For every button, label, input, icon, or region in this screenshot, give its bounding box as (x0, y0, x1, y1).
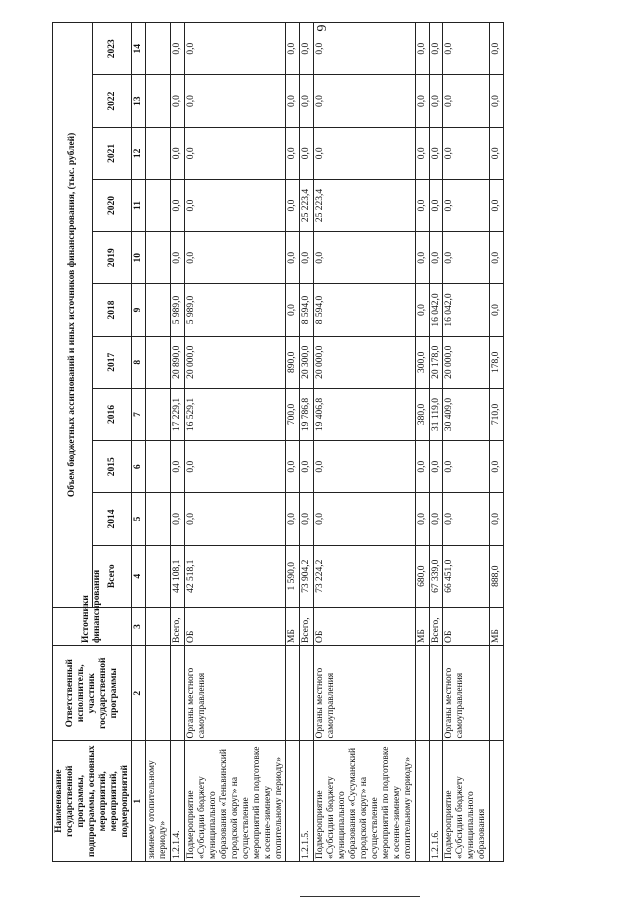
row-name: 1.2.1.6. (429, 741, 443, 862)
row-value: 0,0 (286, 493, 300, 545)
row-value: 710,0 (490, 388, 504, 440)
row-value: 20 890,0 (171, 336, 185, 388)
header-year: 2020 (92, 179, 132, 231)
row-source: ОБ (443, 607, 490, 645)
row-source: МБ (286, 607, 300, 645)
header-col-number: 13 (132, 75, 146, 127)
header-col-number: 7 (132, 388, 146, 440)
row-source: Всего, (429, 607, 443, 645)
row-value: 0,0 (490, 179, 504, 231)
row-value (146, 75, 171, 127)
table-row (185, 23, 286, 862)
row-value: 380,0 (415, 388, 429, 440)
header-funding-title: Объем бюджетных ассигнований и иных источников финансирования, (тыс. рублей) (53, 23, 93, 608)
row-value: 888,0 (490, 545, 504, 607)
table-body (146, 23, 504, 862)
row-source: ОБ (185, 607, 286, 645)
row-value: 0,0 (415, 441, 429, 493)
table-row (286, 23, 300, 862)
row-source: МБ (415, 607, 429, 645)
header-col-number: 10 (132, 232, 146, 284)
header-year: 2015 (92, 441, 132, 493)
row-value: 0,0 (171, 493, 185, 545)
row-value: 17 229,1 (171, 388, 185, 440)
row-value: 8 594,0 (314, 284, 415, 336)
row-value: 890,0 (286, 336, 300, 388)
row-value (146, 336, 171, 388)
row-value: 0,0 (314, 75, 415, 127)
row-value: 0,0 (286, 284, 300, 336)
row-value: 0,0 (314, 23, 415, 75)
row-value: 25 223,4 (300, 179, 314, 231)
header-year: 2021 (92, 127, 132, 179)
row-name: Подмероприятие «Субсидии бюджету муниципального образования «Теньвинский городской округ» на осуществление мероприятий по подготовке к осенне-зимнему отопительному периоду» (185, 741, 286, 862)
row-value: 0,0 (415, 232, 429, 284)
row-executor (171, 646, 185, 741)
row-value: 0,0 (443, 493, 490, 545)
row-value: 700,0 (286, 388, 300, 440)
funding-table (52, 22, 504, 862)
header-year: 2019 (92, 232, 132, 284)
row-value: 0,0 (429, 23, 443, 75)
table-row (429, 23, 443, 862)
table-row (314, 23, 415, 862)
row-value (146, 493, 171, 545)
row-value: 0,0 (185, 179, 286, 231)
header-col-number: 6 (132, 441, 146, 493)
row-value: 31 119,0 (429, 388, 443, 440)
row-source: Всего, (171, 607, 185, 645)
row-value: 0,0 (314, 127, 415, 179)
row-value: 5 989,0 (171, 284, 185, 336)
table-row (171, 23, 185, 862)
row-value: 0,0 (171, 232, 185, 284)
row-value (146, 127, 171, 179)
row-value (146, 284, 171, 336)
row-value: 8 594,0 (300, 284, 314, 336)
table-row (415, 23, 429, 862)
row-value: 0,0 (490, 127, 504, 179)
row-value: 0,0 (415, 23, 429, 75)
row-value: 0,0 (429, 75, 443, 127)
row-value: 0,0 (286, 441, 300, 493)
row-name (286, 741, 300, 862)
row-executor (490, 646, 504, 741)
row-source: ОБ (314, 607, 415, 645)
rotated-table-wrapper (52, 22, 587, 862)
header-executor: Ответственный исполнитель, участник государственной программы (53, 646, 132, 741)
row-value: 0,0 (490, 23, 504, 75)
row-value: 20 000,0 (314, 336, 415, 388)
header-col-number: 14 (132, 23, 146, 75)
header-year: 2014 (92, 493, 132, 545)
row-value: 0,0 (429, 127, 443, 179)
row-name: Подмероприятие «Субсидии бюджету муниципального образования (443, 741, 490, 862)
row-value: 0,0 (286, 23, 300, 75)
row-value: 0,0 (185, 232, 286, 284)
row-value: 0,0 (429, 179, 443, 231)
row-source (146, 607, 171, 645)
header-col-number: 3 (132, 607, 146, 645)
header-year: 2016 (92, 388, 132, 440)
table-row (300, 23, 314, 862)
row-executor (286, 646, 300, 741)
row-value: 44 108,1 (171, 545, 185, 607)
row-name: 1.2.1.4. (171, 741, 185, 862)
table-row (443, 23, 490, 862)
row-value: 0,0 (490, 75, 504, 127)
row-value: 0,0 (185, 441, 286, 493)
row-value: 0,0 (300, 75, 314, 127)
row-value: 0,0 (314, 493, 415, 545)
header-year: 2017 (92, 336, 132, 388)
row-value: 0,0 (443, 127, 490, 179)
row-value: 0,0 (443, 23, 490, 75)
row-value: 0,0 (171, 179, 185, 231)
row-value: 73 904,2 (300, 545, 314, 607)
row-value: 0,0 (415, 493, 429, 545)
row-value: 0,0 (443, 179, 490, 231)
row-value: 0,0 (300, 441, 314, 493)
header-col-number: 8 (132, 336, 146, 388)
row-value: 0,0 (300, 23, 314, 75)
row-value: 0,0 (171, 441, 185, 493)
row-value: 0,0 (443, 75, 490, 127)
header-year: 2023 (92, 23, 132, 75)
row-value: 300,0 (415, 336, 429, 388)
row-name (415, 741, 429, 862)
row-value: 0,0 (415, 75, 429, 127)
row-name: Подмероприятие «Субсидии бюджету муниципального образования «Сусуманский городской округ» на осуществление мероприятий по подготовке к осенне-зимнему отопительному периоду» (314, 741, 415, 862)
row-value: 0,0 (300, 493, 314, 545)
row-value (146, 545, 171, 607)
row-value (146, 23, 171, 75)
row-value: 19 406,8 (314, 388, 415, 440)
row-value: 178,0 (490, 336, 504, 388)
row-value (146, 441, 171, 493)
row-executor (415, 646, 429, 741)
header-col-number: 2 (132, 646, 146, 741)
row-value: 42 518,1 (185, 545, 286, 607)
row-value: 67 339,0 (429, 545, 443, 607)
header-col-number: 11 (132, 179, 146, 231)
row-source: Всего, (300, 607, 314, 645)
table-row (146, 23, 171, 862)
row-value: 0,0 (171, 127, 185, 179)
row-value: 16 042,0 (429, 284, 443, 336)
header-col-number: 4 (132, 545, 146, 607)
row-value: 0,0 (286, 179, 300, 231)
row-executor: Органы местного самоуправления (314, 646, 415, 741)
row-name: зимнему отопительному периоду» (146, 741, 171, 862)
row-value: 0,0 (185, 493, 286, 545)
row-value: 680,0 (415, 545, 429, 607)
row-value: 1 590,0 (286, 545, 300, 607)
row-value: 0,0 (443, 441, 490, 493)
row-value: 5 989,0 (185, 284, 286, 336)
header-col-number: 9 (132, 284, 146, 336)
row-value: 0,0 (429, 441, 443, 493)
row-value: 0,0 (429, 493, 443, 545)
row-value (146, 179, 171, 231)
row-value: 20 300,0 (300, 336, 314, 388)
row-executor: Органы местного самоуправления (443, 646, 490, 741)
row-value: 16 042,0 (443, 284, 490, 336)
row-name: 1.2.1.5. (300, 741, 314, 862)
row-value: 16 529,1 (185, 388, 286, 440)
row-value: 0,0 (429, 232, 443, 284)
row-value: 0,0 (286, 127, 300, 179)
row-value: 0,0 (490, 284, 504, 336)
row-value: 25 223,4 (314, 179, 415, 231)
row-value: 30 409,0 (443, 388, 490, 440)
row-value: 0,0 (314, 441, 415, 493)
row-value: 73 224,2 (314, 545, 415, 607)
header-col-number: 1 (132, 741, 146, 862)
row-value (146, 388, 171, 440)
row-value: 0,0 (185, 23, 286, 75)
header-year: 2018 (92, 284, 132, 336)
row-value: 20 178,0 (429, 336, 443, 388)
header-col-number: 12 (132, 127, 146, 179)
row-value: 0,0 (171, 23, 185, 75)
row-value: 0,0 (286, 232, 300, 284)
row-value (146, 232, 171, 284)
row-value: 0,0 (490, 493, 504, 545)
header-total: Всего (92, 545, 132, 607)
header-name: Наименование государственной программы, подпрограммы, основных мероприятий, мероприятий, подмероприятий (53, 741, 132, 862)
header-year: 2022 (92, 75, 132, 127)
row-name (490, 741, 504, 862)
row-executor (300, 646, 314, 741)
row-executor (429, 646, 443, 741)
row-value: 0,0 (300, 232, 314, 284)
row-value: 20 000,0 (443, 336, 490, 388)
row-value: 0,0 (185, 127, 286, 179)
row-value: 0,0 (415, 179, 429, 231)
row-source: МБ (490, 607, 504, 645)
row-value: 0,0 (314, 232, 415, 284)
header-source: Источники финансирования (53, 607, 132, 645)
row-value: 0,0 (490, 441, 504, 493)
page-number: 6 (313, 24, 328, 32)
row-value: 0,0 (415, 284, 429, 336)
row-value: 0,0 (185, 75, 286, 127)
header-number-row (132, 23, 146, 862)
row-executor (146, 646, 171, 741)
row-value: 0,0 (443, 232, 490, 284)
row-value: 0,0 (286, 75, 300, 127)
row-value: 20 000,0 (185, 336, 286, 388)
row-value: 19 786,8 (300, 388, 314, 440)
row-executor: Органы местного самоуправления (185, 646, 286, 741)
table-row (490, 23, 504, 862)
row-value: 0,0 (171, 75, 185, 127)
header-col-number: 5 (132, 493, 146, 545)
footer-rule (300, 896, 420, 899)
row-value: 0,0 (415, 127, 429, 179)
row-value: 0,0 (490, 232, 504, 284)
row-value: 66 451,0 (443, 545, 490, 607)
row-value: 0,0 (300, 127, 314, 179)
